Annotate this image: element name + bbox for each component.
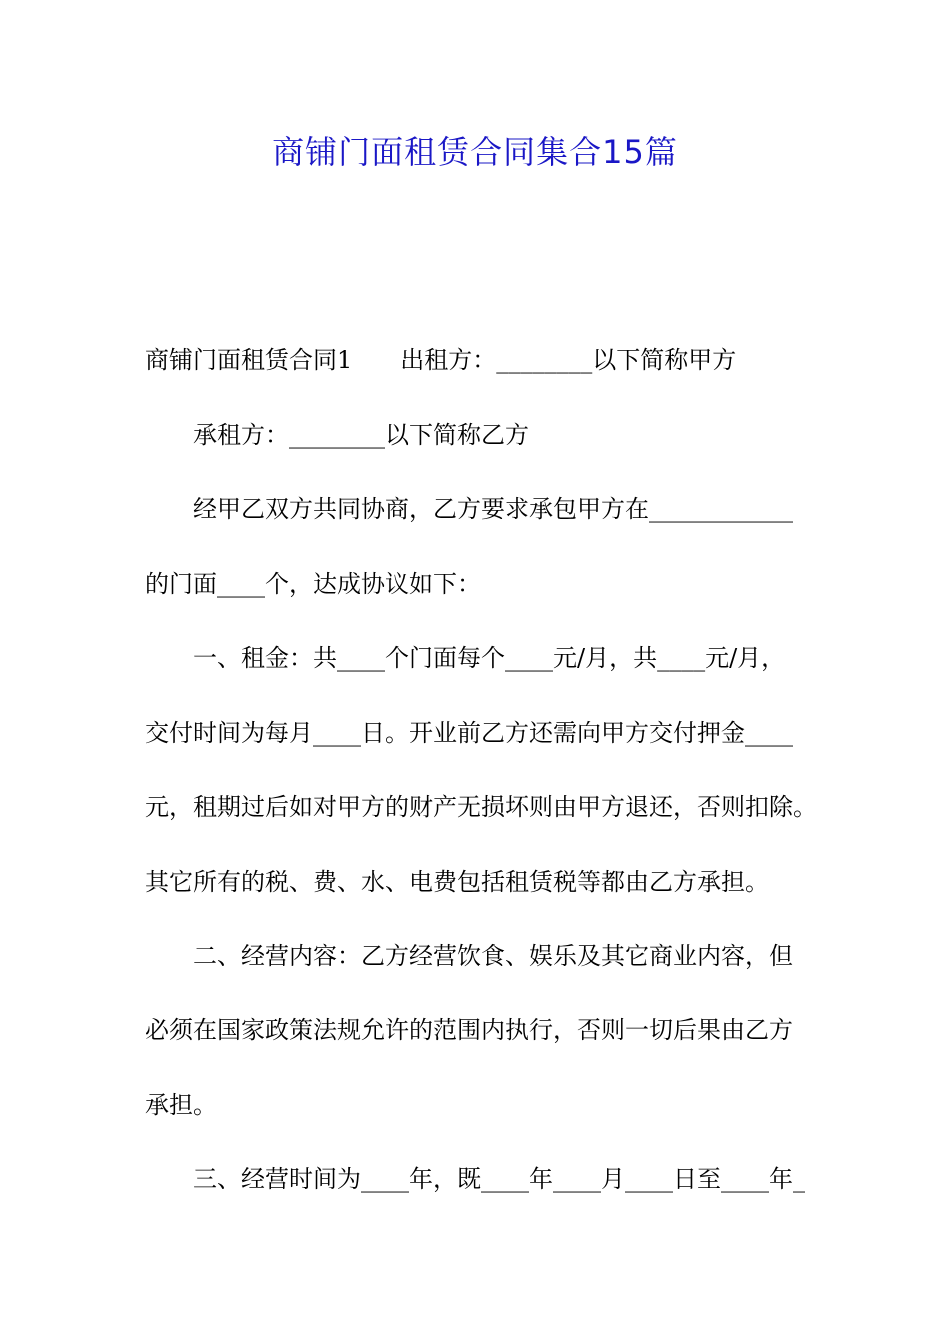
- paragraph-line: 交付时间为每月____日。开业前乙方还需向甲方交付押金____: [145, 719, 793, 747]
- paragraph-line: 的门面____个，达成协议如下：: [145, 570, 481, 598]
- paragraph-line: 二、经营内容：乙方经营饮食、娱乐及其它商业内容，但: [145, 942, 793, 970]
- paragraph-line: 必须在国家政策法规允许的范围内执行，否则一切后果由乙方: [145, 1016, 793, 1044]
- paragraph-line: 一、租金：共____个门面每个____元/月，共____元/月，: [145, 644, 786, 672]
- paragraph-line: 承租方：________以下简称乙方: [145, 421, 529, 449]
- paragraph-line: 元，租期过后如对甲方的财产无损坏则由甲方退还，否则扣除。: [145, 793, 817, 821]
- paragraph-line: 三、经营时间为____年，既____年____月____日至____年_: [145, 1165, 805, 1193]
- paragraph-line: 商铺门面租赁合同1 出租方：________以下简称甲方: [145, 346, 737, 374]
- paragraph-line: 其它所有的税、费、水、电费包括租赁税等都由乙方承担。: [145, 868, 769, 896]
- document-title: 商铺门面租赁合同集合15篇: [272, 133, 678, 171]
- paragraph-line: 承担。: [145, 1091, 217, 1119]
- paragraph-line: 经甲乙双方共同协商，乙方要求承包甲方在____________: [145, 495, 793, 523]
